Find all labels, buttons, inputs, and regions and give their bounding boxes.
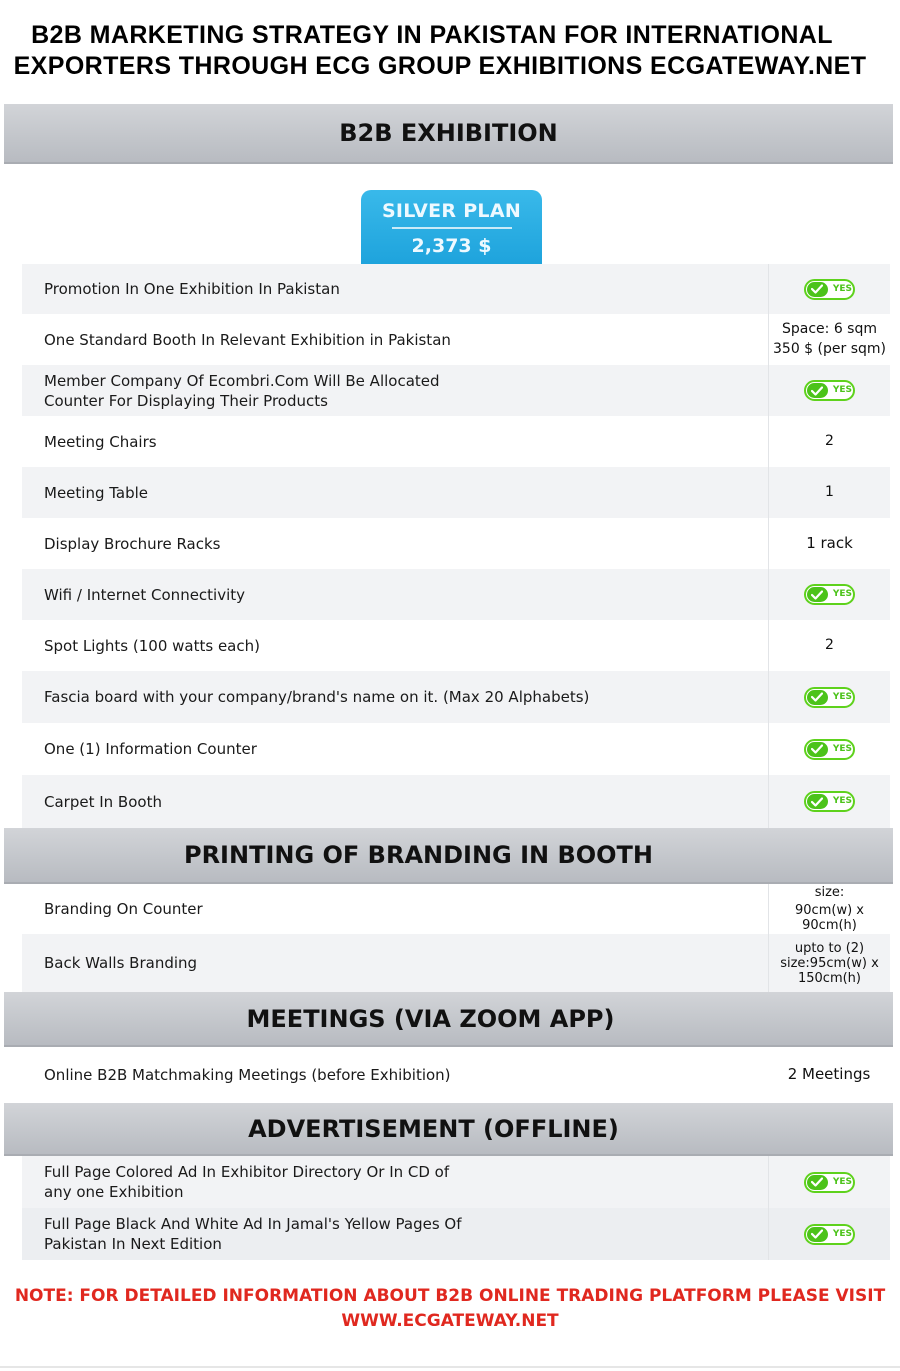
table-row bbox=[22, 934, 890, 992]
feature-label: Meeting Chairs bbox=[44, 432, 157, 451]
feature-line: Counter For Displaying Their Products bbox=[44, 391, 328, 410]
table-row bbox=[22, 518, 890, 569]
feature-value bbox=[768, 1156, 890, 1208]
feature-line: Member Company Of Ecombri.Com Will Be Allocated bbox=[44, 371, 440, 390]
feature-line: Full Page Black And White Ad In Jamal's Yellow Pages Of bbox=[44, 1215, 462, 1233]
table-row bbox=[22, 1156, 890, 1208]
feature-value: 1 bbox=[768, 467, 890, 518]
yes-badge bbox=[804, 1224, 855, 1245]
table-row bbox=[22, 723, 890, 775]
page-title bbox=[0, 20, 900, 82]
feature-value: 2 Meetings bbox=[787, 1065, 871, 1083]
section-title: ADVERTISEMENT (OFFLINE) bbox=[248, 1114, 619, 1143]
table-row bbox=[22, 1208, 890, 1260]
feature-value bbox=[768, 775, 890, 828]
plan-divider bbox=[392, 227, 512, 229]
check-icon bbox=[807, 383, 828, 398]
section-header-meetings bbox=[4, 992, 893, 1047]
yes-text: YES bbox=[832, 385, 852, 395]
check-icon bbox=[807, 794, 828, 809]
table-row bbox=[22, 365, 890, 416]
table-row bbox=[22, 467, 890, 518]
yes-badge bbox=[804, 687, 855, 708]
table-row bbox=[22, 314, 890, 365]
feature-label: Online B2B Matchmaking Meetings (before Exhibition) bbox=[44, 1065, 451, 1084]
section-title: MEETINGS (VIA ZOOM APP) bbox=[246, 1004, 615, 1033]
yes-text: YES bbox=[832, 283, 852, 294]
feature-label: Carpet In Booth bbox=[44, 792, 162, 811]
feature-value: 2 bbox=[768, 416, 890, 467]
section-title: B2B EXHIBITION bbox=[339, 119, 558, 147]
yes-badge bbox=[804, 1172, 855, 1193]
page-title-line1: B2B MARKETING STRATEGY IN PAKISTAN FOR INTERNATIONAL bbox=[31, 21, 833, 49]
feature-label: Meeting Table bbox=[44, 483, 149, 502]
section-header-printing bbox=[4, 828, 893, 884]
yes-text: YES bbox=[832, 1228, 852, 1239]
value-line: 150cm(h) bbox=[797, 970, 861, 986]
table-row bbox=[22, 884, 890, 934]
feature-label: One (1) Information Counter bbox=[44, 740, 257, 758]
check-icon bbox=[807, 742, 828, 757]
section-header-advertisement bbox=[4, 1103, 893, 1156]
table-row bbox=[22, 671, 890, 723]
feature-label bbox=[22, 1156, 768, 1208]
page-title-line2: EXPORTERS THROUGH ECG GROUP EXHIBITIONS ECGATEWAY.NET bbox=[13, 52, 867, 80]
feature-line: any one Exhibition bbox=[44, 1183, 184, 1201]
feature-value bbox=[768, 671, 890, 723]
feature-value bbox=[768, 569, 890, 620]
feature-line: Pakistan In Next Edition bbox=[44, 1235, 222, 1253]
yes-badge bbox=[804, 584, 855, 605]
value-line: size: bbox=[814, 885, 845, 900]
feature-value: 1 rack bbox=[768, 518, 890, 569]
check-icon bbox=[807, 1227, 828, 1242]
yes-text: YES bbox=[832, 1176, 852, 1187]
table-row bbox=[22, 264, 890, 314]
value-line: upto to (2) bbox=[794, 940, 865, 956]
feature-value bbox=[768, 884, 890, 934]
plan-price: 2,373 $ bbox=[411, 235, 492, 257]
value-line: size:95cm(w) x bbox=[780, 955, 879, 971]
check-icon bbox=[807, 282, 828, 297]
value-line: Space: 6 sqm bbox=[781, 321, 877, 337]
note-link[interactable]: WWW.ECGATEWAY.NET bbox=[341, 1311, 559, 1331]
feature-label: One Standard Booth In Relevant Exhibition in Pakistan bbox=[44, 330, 451, 349]
table-row bbox=[22, 620, 890, 671]
yes-badge bbox=[804, 279, 855, 300]
value-line: 350 $ (per sqm) bbox=[773, 341, 886, 357]
section-title: PRINTING OF BRANDING IN BOOTH bbox=[183, 841, 654, 869]
feature-label bbox=[22, 1208, 768, 1260]
table-row bbox=[22, 416, 890, 467]
yes-text: YES bbox=[832, 589, 852, 599]
value-line: 90cm(w) x 90cm(h) bbox=[795, 903, 864, 933]
check-icon bbox=[807, 690, 828, 705]
feature-value: 2 bbox=[768, 620, 890, 671]
feature-line: Full Page Colored Ad In Exhibitor Directory Or In CD of bbox=[44, 1163, 450, 1181]
feature-value bbox=[768, 723, 890, 775]
plan-name: SILVER PLAN bbox=[381, 200, 522, 222]
divider bbox=[0, 1366, 900, 1368]
yes-text: YES bbox=[832, 691, 852, 702]
feature-label bbox=[22, 365, 768, 416]
table-row bbox=[22, 1047, 890, 1102]
footer-note bbox=[0, 1284, 900, 1334]
check-icon bbox=[807, 587, 828, 602]
feature-value bbox=[768, 264, 890, 314]
feature-label: Branding On Counter bbox=[44, 900, 203, 918]
feature-label: Wifi / Internet Connectivity bbox=[44, 585, 246, 604]
plan-badge bbox=[361, 190, 542, 265]
yes-badge bbox=[804, 739, 855, 760]
feature-label: Promotion In One Exhibition In Pakistan bbox=[44, 280, 340, 298]
feature-label: Display Brochure Racks bbox=[44, 534, 221, 553]
check-icon bbox=[807, 1175, 828, 1190]
yes-badge bbox=[804, 380, 855, 401]
section-header-exhibition bbox=[4, 104, 893, 164]
table-row bbox=[22, 569, 890, 620]
yes-badge bbox=[804, 791, 855, 812]
note-line: NOTE: FOR DETAILED INFORMATION ABOUT B2B ONLINE TRADING PLATFORM PLEASE VISIT bbox=[14, 1286, 886, 1306]
yes-text: YES bbox=[832, 743, 852, 754]
feature-label: Spot Lights (100 watts each) bbox=[44, 636, 260, 655]
feature-value bbox=[768, 934, 890, 992]
feature-value bbox=[768, 314, 890, 365]
table-row bbox=[22, 775, 890, 828]
feature-value bbox=[768, 1208, 890, 1260]
yes-text: YES bbox=[832, 796, 852, 806]
feature-value bbox=[768, 365, 890, 416]
feature-label: Back Walls Branding bbox=[44, 954, 198, 972]
feature-label: Fascia board with your company/brand's name on it. (Max 20 Alphabets) bbox=[44, 688, 590, 706]
